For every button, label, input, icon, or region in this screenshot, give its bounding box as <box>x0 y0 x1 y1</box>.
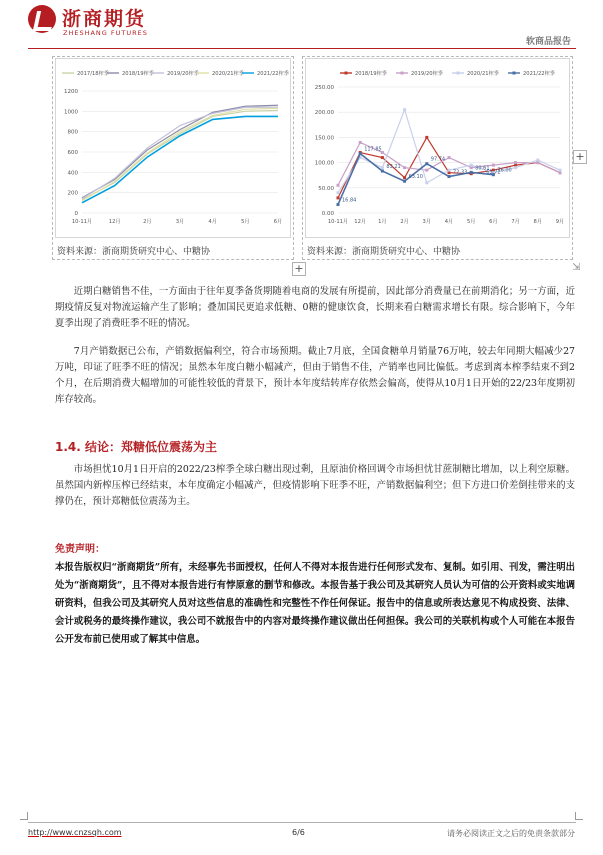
data-label: 63.72 <box>486 169 501 176</box>
header-divider <box>28 48 576 49</box>
x-tick-label: 12月 <box>354 219 367 225</box>
legend-marker <box>401 72 404 75</box>
data-label: 72.33 <box>453 169 468 176</box>
legend-marker <box>457 72 460 75</box>
data-point <box>448 175 451 178</box>
footer-website-link[interactable]: http://www.cnzsqh.com <box>28 828 122 837</box>
paragraph-july-data: 7月产销数据已公布，产销数据偏利空，符合市场预期。截止7月底，全国食糖单月销量76万吨，较去年同期大幅减少27万吨，印证了旺季不旺的情况；虽然本年度白糖小幅减产，但由于销售不佳，产销率也同比偏低。考虑到离本榨季结束不到2个月，在后期消费大幅增加的可能性较低的背景下，预计本年度结转库存依然会偏高，使得从10月1日开始的22/23年度期初库存较高。 <box>55 346 575 405</box>
legend-label: 2018/19榨季 <box>355 71 387 77</box>
y-tick-label: 1200 <box>64 89 78 95</box>
data-point <box>425 136 428 139</box>
x-tick-label: 9月 <box>555 219 565 225</box>
x-tick-label: 1月 <box>378 219 387 225</box>
add-column-button[interactable]: + <box>573 150 587 164</box>
data-label: 97.74 <box>430 156 446 163</box>
x-tick-label: 2月 <box>400 219 409 225</box>
legend-label: 2020/21榨季 <box>212 71 244 77</box>
paragraph-sales-weak: 近期白糖销售不佳，一方面由于往年夏季备货期随着电商的发展有所提前，因此部分消费量已在前期消化；另一方面，近期疫情反复对物流运输产生了影响；叠加国民更追求低糖、0糖的健康饮食，长期来看白糖需求增长有限。综合影响下，今年夏季出现了消费旺季不旺的情况。 <box>55 286 575 329</box>
x-tick-label: 5月 <box>466 219 476 225</box>
x-tick-label: 2月 <box>143 219 152 225</box>
legend-marker <box>345 72 348 75</box>
data-point <box>470 164 473 167</box>
y-tick-label: 150.00 <box>314 135 334 142</box>
y-tick-label: 200 <box>67 190 78 197</box>
data-label: 63.10 <box>408 174 423 181</box>
x-tick-label: 6月 <box>273 219 283 225</box>
data-point <box>425 162 428 165</box>
monthly-sales-chart-svg <box>306 59 571 239</box>
corner-mark-br <box>575 812 583 820</box>
x-tick-label: 4月 <box>208 219 217 225</box>
y-tick-label: 1000 <box>64 109 78 116</box>
data-point <box>337 196 340 199</box>
data-point <box>403 108 406 111</box>
y-tick-label: 50.00 <box>318 185 334 192</box>
x-tick-label: 5月 <box>241 219 250 225</box>
right-chart-source: 资料来源：浙商期货研究中心、中糖协 <box>307 247 461 257</box>
y-tick-label: 0.00 <box>321 211 334 217</box>
section-title-conclusion: 1.4. 结论：郑糖低位震荡为主 <box>55 440 217 454</box>
data-point <box>448 169 451 172</box>
x-tick-label: 12月 <box>108 219 121 225</box>
data-point <box>403 180 406 183</box>
y-tick-label: 400 <box>67 170 78 177</box>
data-point <box>337 203 340 206</box>
legend-label: 2020/21榨季 <box>467 71 499 77</box>
legend-label: 2021/22榨季 <box>257 71 289 77</box>
data-label: 80.61 <box>475 165 490 172</box>
report-type-label: 软商品报告 <box>525 37 571 47</box>
series-line <box>82 110 278 199</box>
corner-mark-bl <box>20 812 28 820</box>
data-point <box>359 141 362 144</box>
x-tick-label: 10-11月 <box>71 219 93 225</box>
page-header <box>0 0 603 50</box>
x-tick-label: 10-11月 <box>327 219 349 225</box>
x-tick-label: 8月 <box>533 219 543 225</box>
x-tick-label: 7月 <box>511 219 520 225</box>
data-label: 16.84 <box>342 197 357 204</box>
data-point <box>337 191 340 194</box>
data-point <box>403 166 406 169</box>
paragraph-conclusion: 市场担忧10月1日开启的2022/23榨季全球白糖出现过剩，且原油价格回调令市场担忧甘蔗制糖比增加，以上利空原糖。虽然国内新榨压榨已经结束，本年度确定小幅减产，但疫情影响下旺季不旺，产销数据偏利空；但下方进口价差倒挂带来的支撑仍在，预计郑糖低位震荡为主。 <box>55 464 575 507</box>
legend-label: 2018/19榨季 <box>122 71 154 77</box>
logo-chinese-name: 浙商期货 <box>62 8 147 30</box>
data-point <box>536 159 539 162</box>
data-point <box>470 171 473 174</box>
footer-divider <box>28 822 576 823</box>
add-row-button[interactable]: + <box>292 262 306 276</box>
legend-marker <box>513 72 516 75</box>
legend-label: 2017/18榨季 <box>77 71 109 77</box>
y-tick-label: 600 <box>67 150 78 156</box>
data-point <box>381 170 384 173</box>
x-tick-label: 3月 <box>422 219 432 225</box>
company-logo-icon <box>28 5 56 33</box>
data-label: 76.00 <box>497 167 512 174</box>
resize-handle-icon[interactable]: ⇲ <box>572 262 581 273</box>
cumulative-sales-chart-svg <box>56 59 292 239</box>
footer-page-number: 6/6 <box>292 828 305 837</box>
series-line <box>82 107 278 199</box>
legend-label: 2019/20榨季 <box>167 71 199 77</box>
y-tick-label: 800 <box>67 129 78 136</box>
data-point <box>514 166 517 169</box>
disclaimer-title: 免责声明： <box>55 544 105 555</box>
legend-label: 2021/22榨季 <box>523 71 555 77</box>
data-label: 117.85 <box>364 146 382 153</box>
left-chart-source: 资料来源：浙商期货研究中心、中糖协 <box>57 247 211 257</box>
data-point <box>492 164 495 167</box>
y-tick-label: 200.00 <box>314 110 334 117</box>
y-tick-label: 0 <box>74 211 78 217</box>
cumulative-sales-chart[interactable] <box>55 58 291 238</box>
data-point <box>425 169 428 172</box>
monthly-sales-chart[interactable] <box>305 58 570 238</box>
x-tick-label: 3月 <box>175 219 185 225</box>
data-point <box>381 166 384 169</box>
data-point <box>448 156 451 159</box>
footer-disclaimer-note: 请务必阅读正文之后的免责条款部分 <box>447 829 575 838</box>
data-point <box>425 181 428 184</box>
data-point <box>403 176 406 179</box>
data-point <box>359 152 362 155</box>
y-tick-label: 250.00 <box>314 85 334 91</box>
data-point <box>514 161 517 164</box>
logo-english-name: ZHESHANG FUTURES <box>63 29 148 37</box>
data-point <box>337 184 340 187</box>
data-point <box>559 169 562 172</box>
x-tick-label: 4月 <box>444 219 454 225</box>
disclaimer-body: 本报告版权归“浙商期货”所有，未经事先书面授权，任何人不得对本报告进行任何形式发布、复制。如引用、刊发，需注明出处为“浙商期货”，且不得对本报告进行有悖原意的删节和修改。本报告基于我公司及其研究人员认为可信的公开资料或实地调研资料，但我公司及其研究人员对这些信息的准确性和完整性不作任何保证。报告中的信息或所表达意见不构成投资、法律、会计或税务的最终操作建议，我公司不就报告中的内容对最终操作建议做出任何担保。我公司的关联机构或个人可能在本报告公开发布前已使用或了解其中信息。 <box>55 562 575 645</box>
legend-label: 2019/20榨季 <box>411 71 443 77</box>
data-label: 83.21 <box>386 164 401 171</box>
y-tick-label: 100.00 <box>314 160 334 167</box>
data-point <box>381 156 384 159</box>
x-tick-label: 6月 <box>489 219 498 225</box>
